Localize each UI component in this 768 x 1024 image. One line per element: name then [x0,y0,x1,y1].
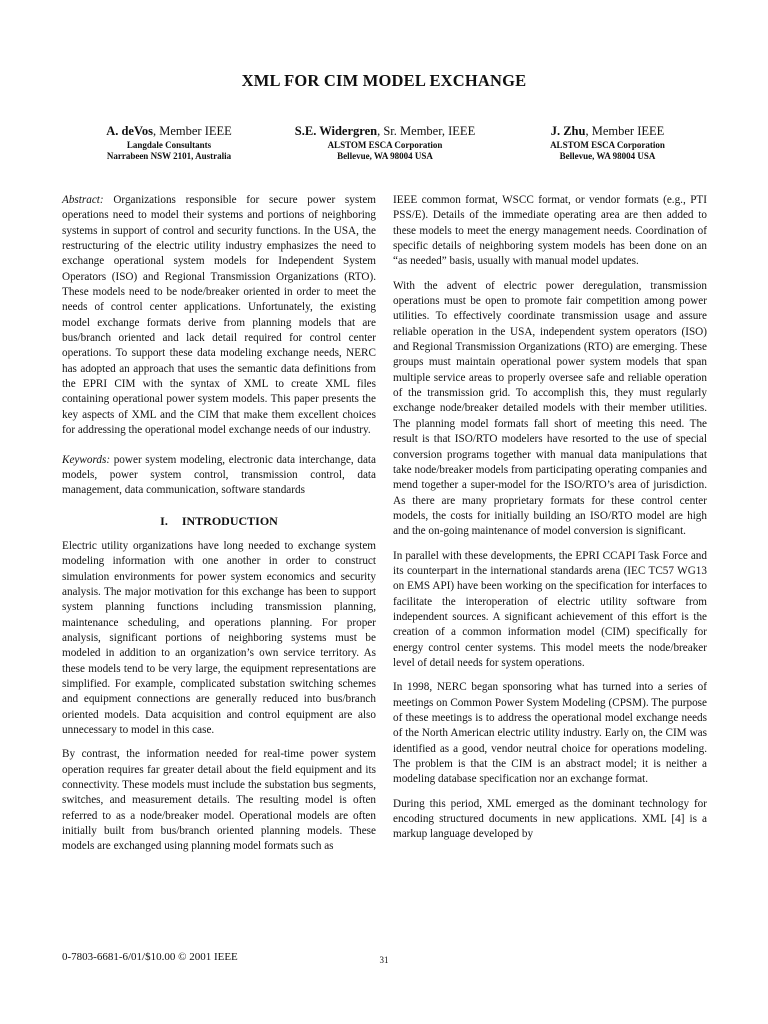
author-affiliation: Langdale Consultants [126,139,212,150]
author-role: , Sr. Member, IEEE [377,124,476,138]
section-heading [62,514,376,529]
abstract-text: Organizations responsible for secure power system operations need to model their systems and portions of neighboring systems in support of control and security functions. In the USA, the restructuring of the electric utility industry emphasizes the need to exchange operational system models for Independent System Operators (ISO) and Regional Transmission Organizations (RTO). These models need to be node/breaker oriented in order to meet the needs of control center applications. Unfortunately, the existing model exchange formats derive from planning models that are bus/branch oriented and lack detail required for control center operations. To support these data modeling exchange needs, NERC has adopted an approach that uses the semantic data definitions from the EPRI CIM with the syntax of XML to create XML files containing operational power system models. This paper presents the key aspects of XML and the CIM that make them excellent choices for addressing the operational model exchange needs of our industry. [62,194,376,437]
body-paragraph: In parallel with these developments, the EPRI CCAPI Task Force and its counterpart in the international standards arena (IEC TC57 WG13 on EMS API) have been working on the specification for interfaces to facilitate the interoperation of electric utility software from independent sources. A significant achievement of this effort is the creation of a common information model (CIM) specifically for energy control center systems. This model meets the node/breaker level of detail needs for system operations. [393,549,707,669]
author-block-widergren [270,125,500,161]
author-location: Bellevue, WA 98004 USA [337,150,433,161]
author-role: , Member IEEE [152,124,232,138]
keywords-paragraph [62,453,376,499]
body-paragraph: Electric utility organizations have long needed to exchange system modeling information with one another in order to construct simulation environments for power system economics and security analysis. The major motivation for this exchange has been to support system planning functions including transmission planning, maintenance scheduling, and operations planning. For proper analysis, significant portions of neighboring systems must be modeled in addition to an organization’s own service territory. As these models tend to be very large, the equipment representations are simplified. For example, complicated substation switching schemes and equipment connections are generally reduced into bus/branch oriented models. Data acquisition and control equipment are also unnecessary to model in this case. [62,539,376,736]
author-role: , Member IEEE [585,124,665,138]
copyright-notice: 0-7803-6681-6/01/$10.00 © 2001 IEEE [62,951,238,963]
abstract-label: Abstract: [62,194,104,206]
right-column [393,193,707,852]
body-paragraph: IEEE common format, WSCC format, or vendor formats (e.g., PTI PSS/E). Details of the immediate operating area are then added to these models to meet the energy management needs. Coordination of specific details of neighboring system models has been done on an “as needed” basis, usually with manual model updates. [393,194,707,268]
author-name-line [90,125,248,138]
body-paragraph: During this period, XML emerged as the dominant technology for encoding structured documents in new applications. XML [4] is a markup language developed by [393,797,707,841]
body-paragraph: With the advent of electric power deregulation, transmission operations must be open to promote fair competition among power utilities. To effectively coordinate transmission usage and assure reliable operation in the USA, independent system operators (ISO) and Regional Transmission Organizations (RTO) are emerging. These groups must maintain operational power system models that span multiple service areas to properly oversee safe and reliable operation of the transmission grid. To accomplish this, they must regularly exchange node/breaker detailed models with their member utilities. The planning model formats fall short of meeting this need. The result is that ISO/RTO modelers have resorted to the use of special conversion programs together with manual data manipulations that take node/breaker models from participating operating companies and mend together a super-model for the ISO/RTO’s area of jurisdiction. As there are many proprietary formats for these control center models, the costs for initially building an ISO/RTO model are high and the on-going maintenance of model conversion is significant. [393,279,707,538]
paper-title: XML FOR CIM MODEL EXCHANGE [241,71,527,90]
author-name-line [520,125,695,138]
author-block-devos [90,125,248,161]
abstract-paragraph [62,193,376,439]
body-paragraph: By contrast, the information needed for real-time power system operation requires far greater detail about the field equipment and its connectivity. These models must include the substation bus segments, switches, and measurement details. The resulting model is often referred to as a node/breaker model. Operational models are often initially built from bus/branch oriented planning models. These models are exchanged using planning model formats such as [62,748,376,853]
section-number: I. [160,513,168,528]
author-affiliation: ALSTOM ESCA Corporation [327,139,443,150]
author-affiliation: ALSTOM ESCA Corporation [550,139,665,150]
keywords-label: Keywords: [62,453,111,466]
left-column [62,193,376,864]
body-paragraph: In 1998, NERC began sponsoring what has turned into a series of meetings on Common Power System Modeling (CPSM). The purpose of these meetings is to address the operational model exchange needs of the North American electric utility industry. Early on, the CIM was identified as a good, vendor neutral choice for operations modeling. The problem is that the CIM is an abstract model; it is neither a modeling database specification nor an exchange format. [393,681,707,786]
author-location: Bellevue, WA 98004 USA [559,150,656,161]
author-name: A. deVos [106,124,153,138]
section-title: INTRODUCTION [181,513,278,528]
author-name: S.E. Widergren [294,124,378,138]
author-name-line [270,125,500,138]
author-location: Narrabeen NSW 2101, Australia [106,150,232,161]
author-name: J. Zhu [550,124,586,138]
page-number: 31 [379,955,389,965]
author-block-zhu [520,125,695,161]
keywords-text: power system modeling, electronic data interchange, data models, power system control, transmission control, data management, data communication, software standards [62,453,376,497]
